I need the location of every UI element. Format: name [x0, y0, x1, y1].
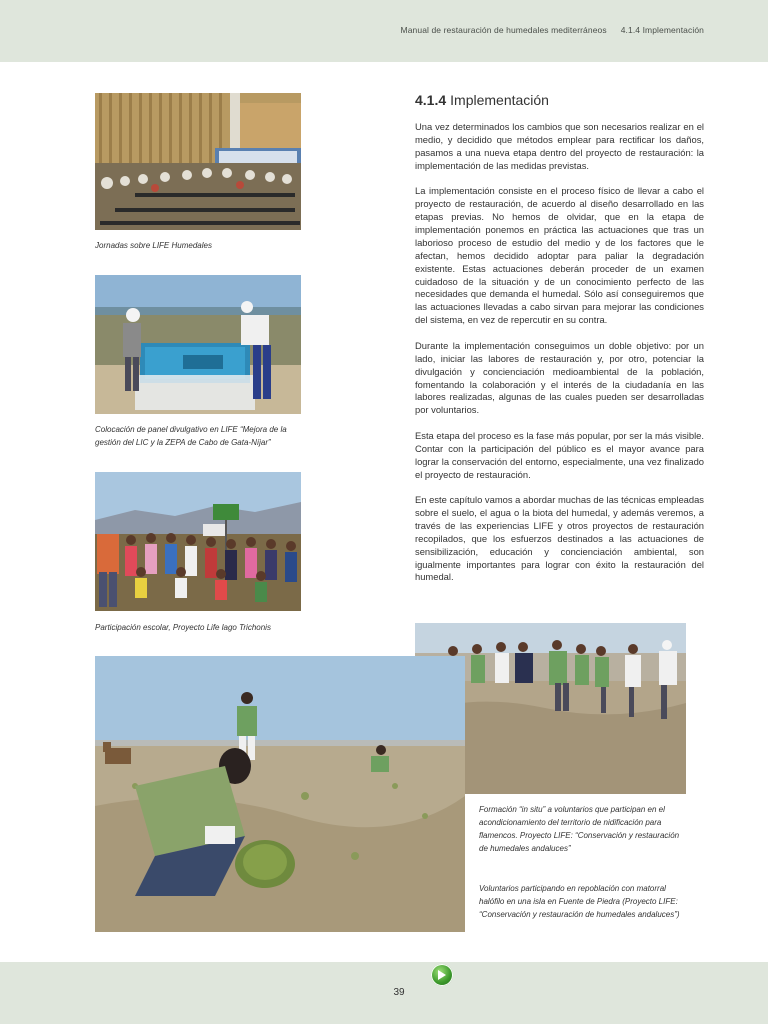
arrow-right-icon[interactable] — [431, 964, 453, 986]
photo-panel-placement — [95, 275, 301, 414]
header-section: 4.1.4 Implementación — [620, 25, 704, 35]
page-number: 39 — [393, 987, 405, 998]
section-number: 4.1.4 — [415, 92, 447, 108]
body-text — [415, 121, 704, 597]
paragraph: Durante la implementación conseguimos un doble objetivo: por un lado, iniciar las labores de restauración y, por otro, potenciar la divulgación y concienciación medioambiental de la población, fomentando la colaboración y el interés de la ciudadanía en las labores realizadas, algunas de las cuales pueden ser desarrolladas por voluntarios. — [415, 339, 704, 416]
section-title: Implementación — [450, 92, 549, 108]
caption-photo-panel: Colocación de panel divulgativo en LIFE “Mejora de la gestión del LIC y la ZEPA de Cabo de Gata-Níjar” — [95, 425, 287, 447]
caption-photo-school: Participación escolar, Proyecto Life lago Trichonis — [95, 623, 271, 632]
paragraph: En este capítulo vamos a abordar muchas de las técnicas empleadas sobre el suelo, el agua o la biota del humedal, y además veremos, a través de las experiencias LIFE y otros proyectos de restauración recopilados, que los esfuerzos destinados a las actuaciones de sensibilización, educación y concienciación ambiental, son igualmente importantes para lograr con éxito la restauración del humedal. — [415, 494, 704, 583]
photo-volunteer-planting — [95, 656, 465, 932]
paragraph: Esta etapa del proceso es la fase más popular, por ser la más visible. Contar con la participación del público es el mayor avance para lograr la conservación del entorno, especialmente, una vez finalizado el proyecto de restauración. — [415, 429, 704, 480]
paragraph: Una vez determinados los cambios que son necesarios realizar en el medio, y decidido que métodos emplear para rectificar los daños, pasamos a una nueva etapa dentro del proyecto de restauración: la implementación de las medidas previstas. — [415, 121, 704, 171]
caption-photo-training: Formación “in situ” a voluntarios que participan en el acondicionamiento del territorio de nidificación para flamencos. Proyecto LIFE: “Conservación y restauración de humedales andaluces” — [479, 805, 680, 853]
running-header — [401, 25, 704, 35]
photo-school-group — [95, 472, 301, 611]
section-heading — [415, 92, 705, 108]
photo-conference — [95, 93, 301, 230]
header-title: Manual de restauración de humedales mediterráneos — [400, 25, 607, 35]
caption-photo-conference: Jornadas sobre LIFE Humedales — [95, 241, 212, 250]
caption-photo-planting: Voluntarios participando en repoblación con matorral halófilo en una isla en Fuente de Piedra (Proyecto LIFE: “Conservación y restauración de humedales andaluces”) — [479, 884, 680, 919]
paragraph: La implementación consiste en el proceso físico de llevar a cabo el proyecto de restauración, de acuerdo al diseño desarrollado en las etapas previas. No hemos de olvidar, que en la etapa de implementación ponemos en práctica las actuaciones que tras un laborioso proceso de estudio del medio y de los factores que le afectan, hemos decidido adoptar para paliar la degradación existente. Estas actuaciones deberán proceder de un examen cuidadoso de la situación y de un conocimiento perfecto de las necesidades que demanda el humedal. Sólo así conseguiremos que las actuaciones llevadas a cabo sirvan para mejorar las condiciones del sistema, en vez de repercutir en su contra. — [415, 185, 704, 326]
